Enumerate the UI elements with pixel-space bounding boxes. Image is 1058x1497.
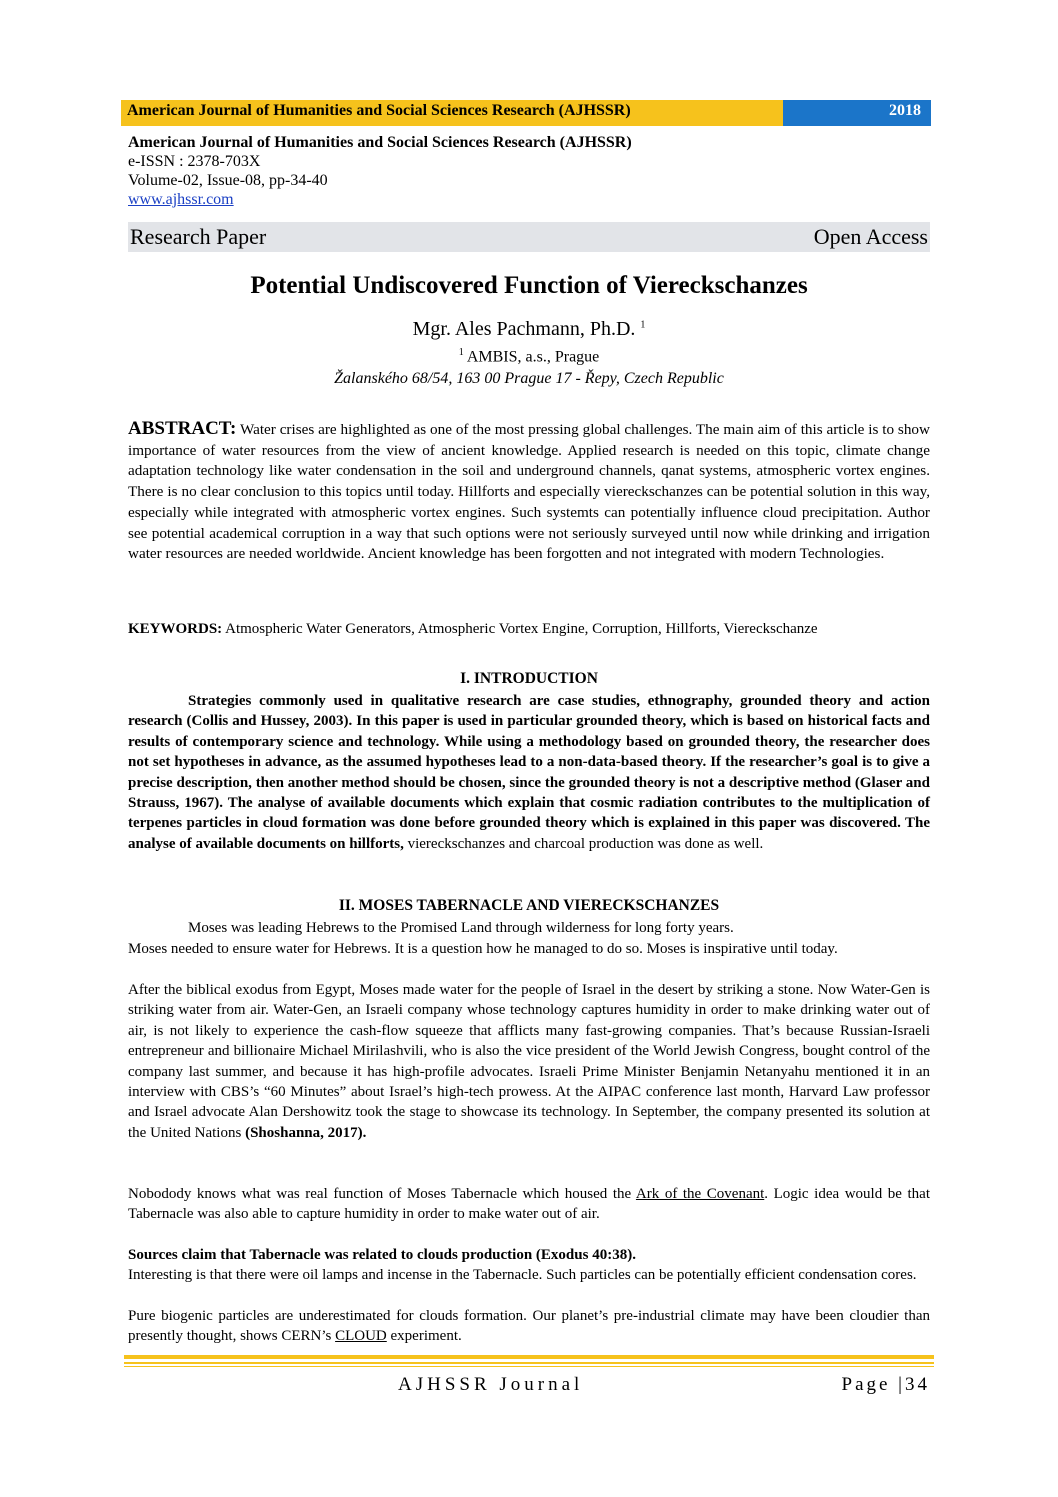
- access-type: Open Access: [813, 224, 928, 249]
- section2-paragraph-6: Interesting is that there were oil lamps and incense in the Tabernacle. Such particles can be potentially efficient condensation cores.: [128, 1267, 917, 1283]
- section2-paragraph-3-text: After the biblical exodus from Egypt, Moses made water for the people of Israel in the desert by striking a stone. Now Water-Gen is striking water from air. Water-Gen, an Israeli company whose technology captures humidity in order to make drinking water out of air, is not likely to experience the cash-flow squeeze that afflicts many fast-growing companies. That’s because Russian-Israeli entrepreneur and billionaire Michael Mirilashvili, who is also the vice president of the World Jewish Congress, bought control of the company last summer, and because it has high-profile advocates. Israeli Prime Minister Benjamin Netanyahu mentioned it in an interview with CBS’s “60 Minutes” about Israel’s high-tech prowess. At the AIPAC conference last month, Harvard Law professor and Israel advocate Alan Dershowitz took the stage to showcase its technology. In September, the company presented its solution at the United Nations: [128, 982, 930, 1141]
- introduction-paragraph: [128, 691, 930, 854]
- affiliation-superscript: 1: [458, 347, 464, 358]
- footer-rule: [124, 1362, 934, 1364]
- volume-info: Volume-02, Issue-08, pp-34-40: [128, 172, 328, 189]
- author-name: Mgr. Ales Pachmann, Ph.D.: [412, 318, 636, 340]
- section2-paragraph-4-text: Nobodody knows what was real function of Moses Tabernacle which housed the: [128, 1186, 636, 1202]
- affiliation-line: [128, 347, 930, 366]
- abstract-text: Water crises are highlighted as one of the most pressing global challenges. The main aim of this article is to show importance of water resources from the view of ancient knowledge. Applied research is needed on this topic, climate change adaptation technology like water condensation in the soil and underground channels, qanat systems, atmospheric vortex engines. There is no clear conclusion to this topics until today. Hillforts and especially viereckschanzes can be potential solution in this way, especially while integrated with atmospheric vortex engines. Such systemts can potentially influence cloud precipitation. Author see potential academical corruption in a way that such options were not seriously surveyed until now while drinking and irrigation water resources are needed worldwide. Ancient knowledge has been forgotten and not integrated with modern Technologies.: [128, 421, 930, 563]
- ark-of-covenant-link[interactable]: Ark of the Covenant: [635, 1186, 765, 1202]
- section2-paragraph-4-text-end: . Logic idea would be that Tabernacle was also able to capture humidity in order to make water out of air.: [128, 1186, 931, 1223]
- section2-paragraph-3: [128, 980, 930, 1143]
- paper-type-bar: [128, 222, 930, 252]
- introduction-text-end: viereckschanzes and charcoal production was done as well.: [403, 835, 764, 852]
- footer-rule: [124, 1366, 934, 1367]
- journal-name: American Journal of Humanities and Social Sciences Research (AJHSSR): [128, 134, 632, 151]
- abstract-label: ABSTRACT:: [128, 418, 237, 439]
- section2-paragraph-4: [128, 1184, 930, 1225]
- section-heading-moses: II. MOSES TABERNACLE AND VIERECKSCHANZES: [338, 897, 720, 914]
- section2-paragraph-1: Moses was leading Hebrews to the Promised Land through wilderness for long forty years.: [188, 920, 734, 936]
- section2-paragraph-7-text-end: experiment.: [386, 1328, 462, 1345]
- section-heading-introduction: I. INTRODUCTION: [460, 670, 598, 687]
- abstract: [128, 419, 930, 565]
- footer-journal: AJHSSR Journal: [398, 1374, 584, 1395]
- running-header-journal: American Journal of Humanities and Social Sciences Research (AJHSSR): [121, 100, 783, 126]
- author-line: [128, 318, 930, 341]
- keywords: [128, 619, 930, 639]
- running-header-year: 2018: [783, 100, 931, 126]
- section2-paragraph-7-text: Pure biogenic particles are underestimated for clouds formation. Our planet’s pre-industrial climate may have been cloudier than presently thought, shows CERN’s: [128, 1308, 930, 1345]
- keywords-label: KEYWORDS:: [128, 621, 223, 637]
- journal-url-link[interactable]: www.ajhssr.com: [128, 191, 234, 208]
- issn: e-ISSN : 2378-703X: [128, 153, 261, 170]
- section2-paragraph-5: Sources claim that Tabernacle was related to clouds production (Exodus 40:38).: [128, 1247, 636, 1263]
- running-header: [121, 100, 931, 126]
- section2-paragraph-2: Moses needed to ensure water for Hebrews. It is a question how he managed to do so. Moses is inspirative until today.: [128, 941, 838, 957]
- page-footer: [128, 1374, 930, 1396]
- introduction-text: Strategies commonly used in qualitative research are case studies, ethnography, grounded theory and action research (Collis and Hussey, 2003). In this paper is used in particular grounded theory, which is based on historical facts and results of contemporary science and technology. While using a methodology based on grounded theory, the researcher does not set hypotheses in advance, as the assumed hypotheses lead to a non-data-based theory. If the researcher’s goal is to give a precise description, then another method should be chosen, since the grounded theory is not a descriptive method (Glaser and Strauss, 1967). The analyse of available documents which explain that cosmic radiation contributes to the multiplication of terpenes particles in cloud formation was done before grounded theory which is explained in this paper was discovered. The analyse of available documents on hillforts,: [128, 693, 930, 852]
- cloud-experiment-link[interactable]: CLOUD: [335, 1328, 387, 1345]
- author-superscript: 1: [640, 319, 646, 331]
- paper-title: Potential Undiscovered Function of Viereckschanzes: [250, 272, 808, 299]
- paper-type: Research Paper: [130, 224, 267, 249]
- shoshanna-citation: (Shoshanna, 2017).: [241, 1124, 367, 1141]
- affiliation: AMBIS, a.s., Prague: [466, 348, 600, 366]
- footer-page-number: Page |34: [841, 1374, 930, 1395]
- keywords-text: Atmospheric Water Generators, Atmospheric Vortex Engine, Corruption, Hillforts, Viereckschanze: [225, 621, 818, 637]
- journal-meta: [128, 133, 930, 209]
- footer-rule: [124, 1355, 934, 1359]
- author-address: Žalanského 68/54, 163 00 Prague 17 - Řepy, Czech Republic: [334, 370, 724, 387]
- section2-paragraph-7: [128, 1306, 930, 1347]
